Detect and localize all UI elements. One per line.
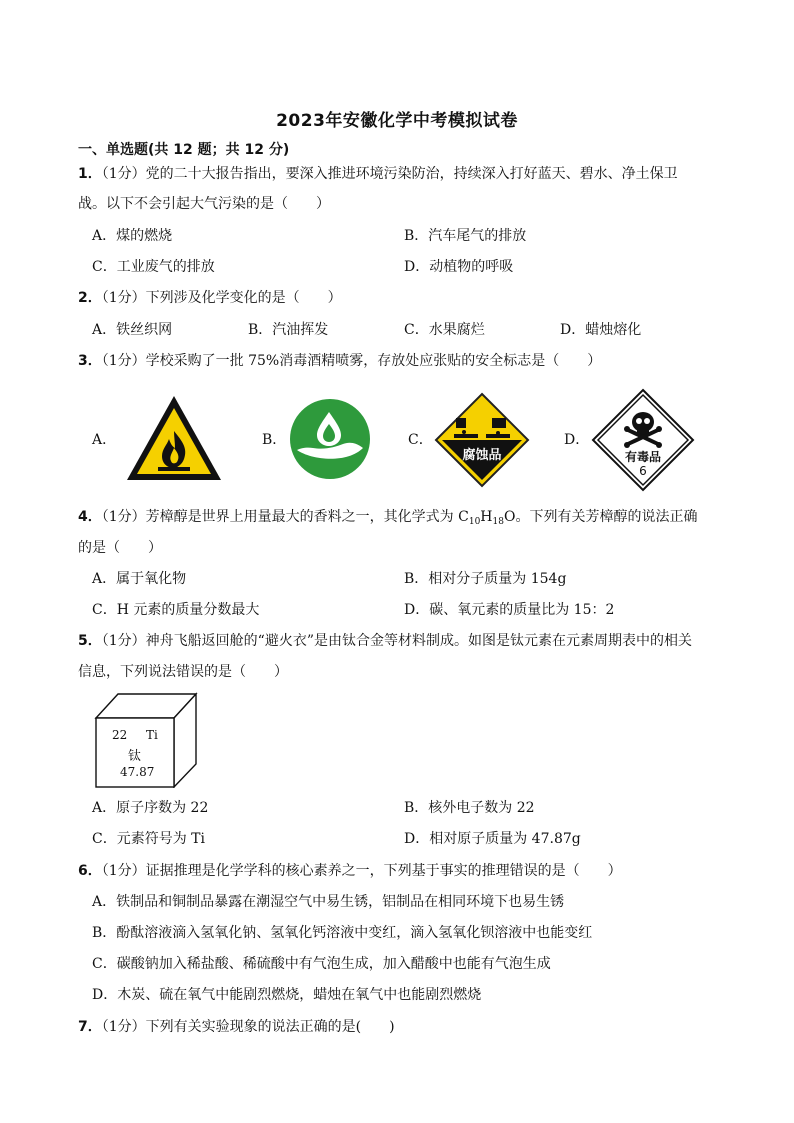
option-c[interactable]: C．H 元素的质量分数最大 <box>92 602 260 618</box>
option-b[interactable]: B．核外电子数为 22 <box>404 800 535 816</box>
option-a[interactable]: A．煤的燃烧 <box>92 228 173 244</box>
option-a[interactable]: A．铁制品和铜制品暴露在潮湿空气中易生锈，铝制品在相同环境下也易生锈 <box>92 894 565 910</box>
option-d[interactable]: D．碳、氧元素的质量比为 15：2 <box>404 602 615 618</box>
section-heading: 一、单选题(共 12 题；共 12 分) <box>78 142 290 158</box>
formula-subscript: 18 <box>492 517 504 527</box>
option-b[interactable]: B．汽车尾气的排放 <box>404 228 527 244</box>
toxic-sign-icon[interactable] <box>591 388 695 492</box>
question-number: 6． <box>78 863 102 879</box>
question-1-line2: 战。以下不会引起大气污染的是（ ） <box>78 196 330 212</box>
option-a[interactable]: A． <box>92 432 117 448</box>
question-4-line2: 的是（ ） <box>78 540 162 556</box>
element-name: 钛 <box>128 749 142 764</box>
question-score: （1分） <box>101 290 146 306</box>
option-c[interactable]: C．水果腐烂 <box>404 322 485 338</box>
option-b[interactable]: B． <box>262 432 287 448</box>
question-1 <box>78 164 678 184</box>
question-score: （1分） <box>101 633 146 649</box>
option-d[interactable]: D． <box>564 432 590 448</box>
option-c[interactable]: C．碳酸钠加入稀盐酸、稀硫酸中有气泡生成，加入醋酸中也能有气泡生成 <box>92 956 551 972</box>
page-title: 2023年安徽化学中考模拟试卷 <box>276 111 518 131</box>
option-c[interactable]: C．工业废气的排放 <box>92 259 215 275</box>
environmental-label-icon[interactable] <box>289 398 371 480</box>
corrosive-sign-icon[interactable] <box>434 392 530 488</box>
option-c[interactable]: C．元素符号为 Ti <box>92 831 205 847</box>
element-cell-diagram <box>94 692 198 788</box>
option-a[interactable]: A．原子序数为 22 <box>92 800 209 816</box>
option-a[interactable]: A．属于氧化物 <box>92 571 187 587</box>
question-5 <box>78 631 692 651</box>
option-b[interactable]: B．汽油挥发 <box>248 322 329 338</box>
question-4 <box>78 507 697 532</box>
question-score: （1分） <box>101 509 146 525</box>
option-a[interactable]: A．铁丝织网 <box>92 322 173 338</box>
atomic-number: 22 <box>112 728 128 742</box>
element-symbol: Ti <box>146 728 158 742</box>
toxic-sign-number: 6 <box>639 464 647 478</box>
formula-part: H <box>480 509 493 525</box>
question-number: 7． <box>78 1019 102 1035</box>
question-7 <box>78 1017 395 1037</box>
question-text: 证据推理是化学学科的核心素养之一，下列基于事实的推理错误的是（ ） <box>145 863 622 879</box>
question-score: （1分） <box>101 166 146 182</box>
question-text: 下列涉及化学变化的是（ ） <box>145 290 342 306</box>
question-text: 神舟飞船返回舱的“避火衣”是由钛合金等材料制成。如图是钛元素在元素周期表中的相关 <box>145 633 692 649</box>
question-text: 党的二十大报告指出，要深入推进环境污染防治，持续深入打好蓝天、碧水、净土保卫 <box>145 166 678 182</box>
flammable-sign-icon[interactable] <box>124 393 224 483</box>
question-number: 5． <box>78 633 102 649</box>
option-d[interactable]: D．蜡烛熔化 <box>560 322 642 338</box>
toxic-sign-label: 有毒品 <box>624 450 661 464</box>
option-d[interactable]: D．相对原子质量为 47.87g <box>404 831 581 847</box>
question-score: （1分） <box>101 863 146 879</box>
question-text: 芳樟醇是世界上用量最大的香料之一，其化学式为 C <box>145 509 469 525</box>
question-2 <box>78 288 342 308</box>
question-3 <box>78 351 601 371</box>
option-d[interactable]: D．木炭、硫在氧气中能剧烈燃烧，蜡烛在氧气中也能剧烈燃烧 <box>92 987 482 1003</box>
question-number: 3． <box>78 353 102 369</box>
option-b[interactable]: B．酚酞溶液滴入氢氧化钠、氢氧化钙溶液中变红，滴入氢氧化钡溶液中也能变红 <box>92 925 593 941</box>
formula-subscript: 10 <box>468 517 481 527</box>
question-number: 4． <box>78 509 102 525</box>
question-text: 学校采购了一批 75%消毒酒精喷雾，存放处应张贴的安全标志是（ ） <box>145 353 602 369</box>
question-number: 1． <box>78 166 102 182</box>
atomic-mass: 47.87 <box>120 765 155 779</box>
question-6 <box>78 861 622 881</box>
question-5-line2: 信息，下列说法错误的是（ ） <box>78 664 288 680</box>
option-c[interactable]: C． <box>408 432 433 448</box>
question-score: （1分） <box>101 353 146 369</box>
question-number: 2． <box>78 290 102 306</box>
question-score: （1分） <box>101 1019 146 1035</box>
option-b[interactable]: B．相对分子质量为 154g <box>404 571 567 587</box>
question-text: 下列有关实验现象的说法正确的是( ) <box>145 1019 395 1035</box>
question-text-end: O。下列有关芳樟醇的说法正确 <box>503 509 698 525</box>
corrosive-sign-label: 腐蚀品 <box>462 448 502 463</box>
option-d[interactable]: D．动植物的呼吸 <box>404 259 514 275</box>
